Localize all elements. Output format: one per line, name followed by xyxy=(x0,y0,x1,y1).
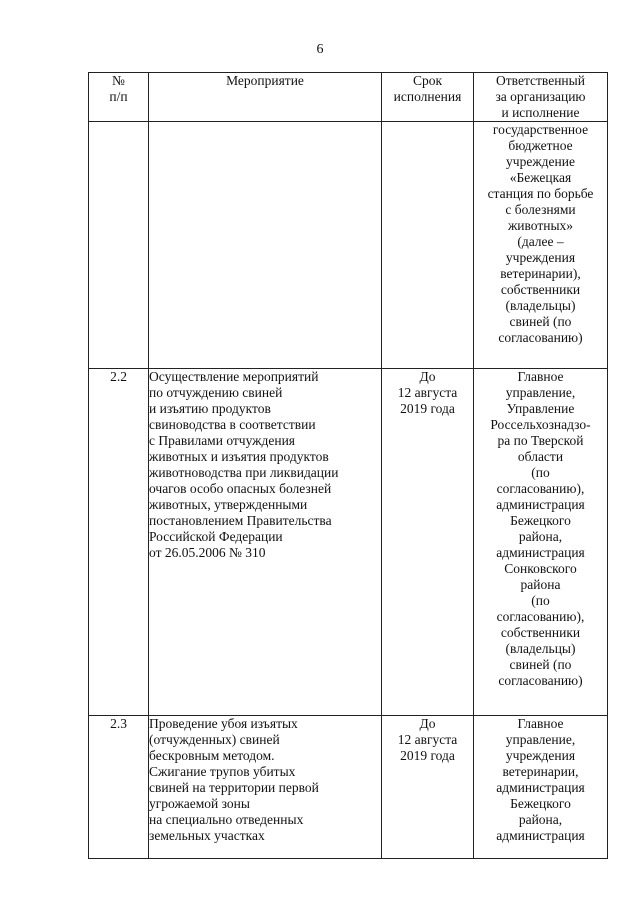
row-responsible: Главное управление, Управление Россельхознадзо- ра по Тверской области (по согласованию), администрация Бежецкого района, администрация Сонковского района (по согласованию), собственники (владельцы) свиней (по согласованию) xyxy=(474,369,608,716)
table-row xyxy=(89,122,608,369)
header-responsible: Ответственный за организацию и исполнение xyxy=(474,73,608,122)
header-number: № п/п xyxy=(89,73,149,122)
row-event xyxy=(149,122,382,369)
row-deadline: До 12 августа 2019 года xyxy=(382,369,474,716)
header-event: Мероприятие xyxy=(149,73,382,122)
page-number: 6 xyxy=(316,42,324,57)
row-number xyxy=(89,122,149,369)
action-plan-table xyxy=(88,72,608,859)
row-deadline: До 12 августа 2019 года xyxy=(382,716,474,859)
table-row xyxy=(89,369,608,716)
row-deadline xyxy=(382,122,474,369)
row-responsible: Главное управление, учреждения ветеринарии, администрация Бежецкого района, администрация xyxy=(474,716,608,859)
row-responsible: государственное бюджетное учреждение «Бежецкая станция по борьбе с болезнями животных» (далее – учреждения ветеринарии), собственники (владельцы) свиней (по согласованию) xyxy=(474,122,608,369)
table-header-row xyxy=(89,73,608,122)
row-event: Осуществление мероприятий по отчуждению свиней и изъятию продуктов свиноводства в соответствии с Правилами отчуждения животных и изъятия продуктов животноводства при ликвидации очагов особо опасных болезней животных, утвержденными постановлением Правительства Российской Федерации от 26.05.2006 № 310 xyxy=(149,369,382,716)
row-number: 2.2 xyxy=(89,369,149,716)
row-event: Проведение убоя изъятых (отчужденных) свиней бескровным методом. Сжигание трупов убитых свиней на территории первой угрожаемой зоны на специально отведенных земельных участках xyxy=(149,716,382,859)
table-row xyxy=(89,716,608,859)
header-deadline: Срок исполнения xyxy=(382,73,474,122)
row-number: 2.3 xyxy=(89,716,149,859)
